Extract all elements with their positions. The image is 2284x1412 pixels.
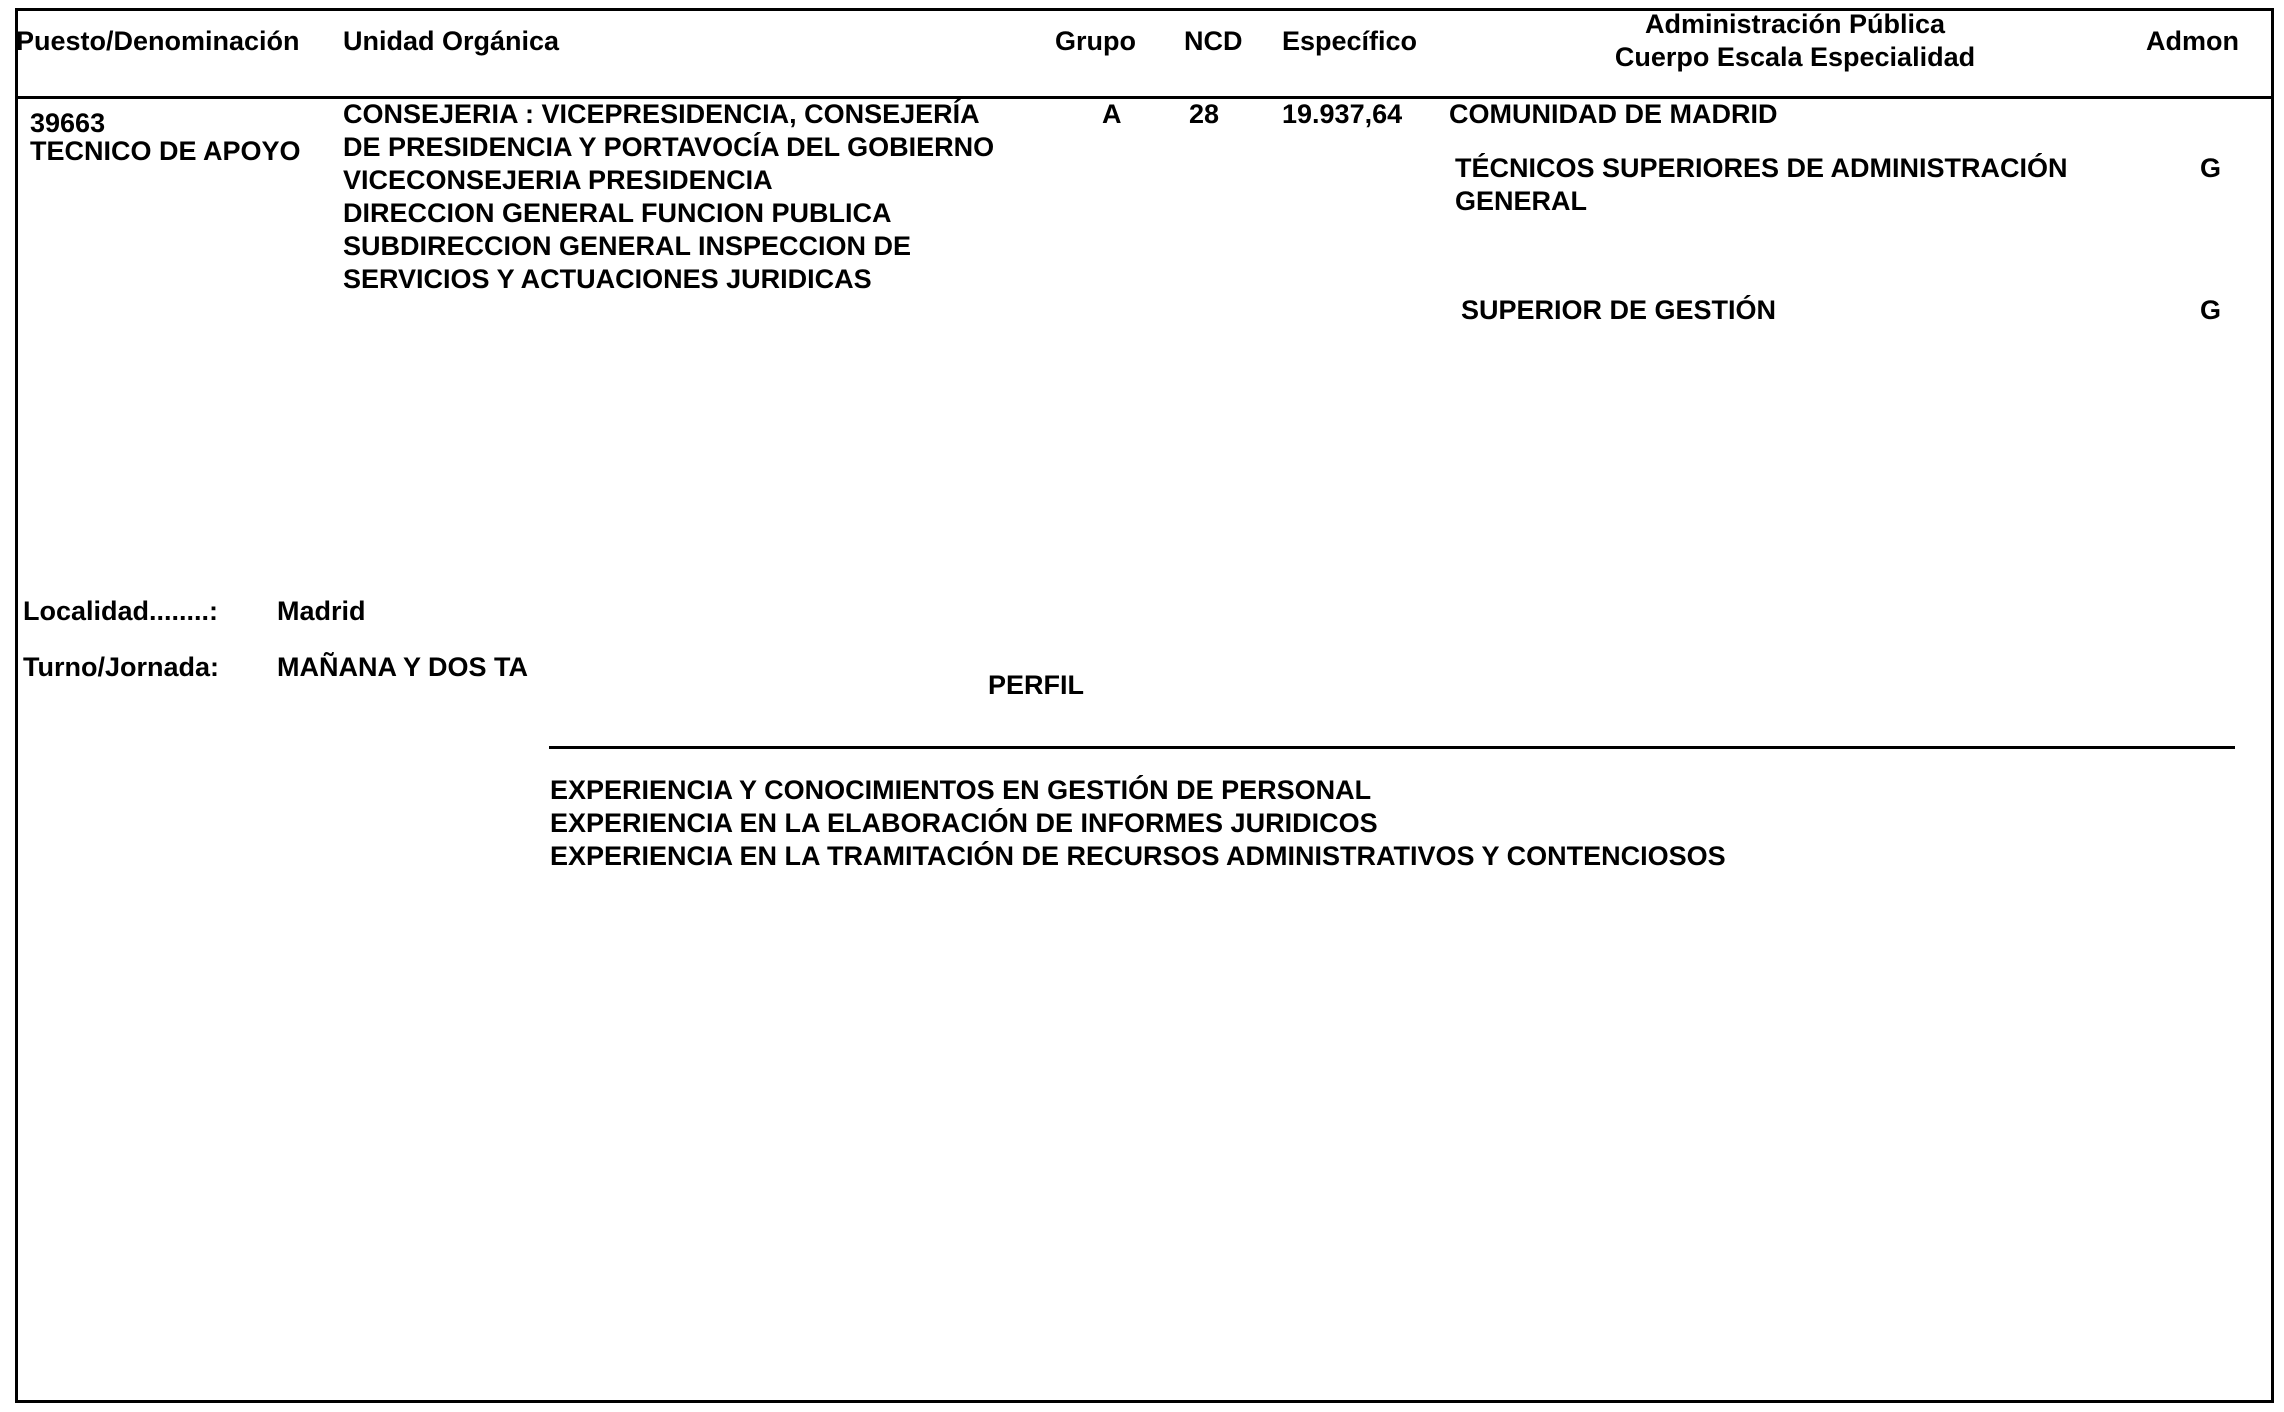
header-puesto: Puesto/Denominación [16,26,300,56]
cuerpo-1-admon: G [2200,153,2222,183]
header-grupo: Grupo [1055,26,1136,56]
perfil-lines [550,774,1726,873]
cuerpo-line: GENERAL [1455,186,1588,216]
perfil-line: EXPERIENCIA Y CONOCIMIENTOS EN GESTIÓN DE PERSONAL [550,775,1372,805]
perfil-line: EXPERIENCIA EN LA TRAMITACIÓN DE RECURSOS ADMINISTRATIVOS Y CONTENCIOSOS [550,841,1726,871]
record-ncd: 28 [1189,99,1220,129]
unidad-line: DIRECCION GENERAL FUNCION PUBLICA [343,198,892,228]
record-code: 39663 [30,108,106,138]
unidad-line: VICECONSEJERIA PRESIDENCIA [343,165,773,195]
unidad-line: CONSEJERIA : VICEPRESIDENCIA, CONSEJERÍA [343,99,980,129]
header-ncd: NCD [1184,26,1243,56]
cuerpo-line: TÉCNICOS SUPERIORES DE ADMINISTRACIÓN [1455,153,2068,183]
unidad-line: SERVICIOS Y ACTUACIONES JURIDICAS [343,264,872,294]
record-administracion: COMUNIDAD DE MADRID [1449,99,1778,129]
localidad-label: Localidad........: [23,596,219,626]
header-admon: Admon [2146,26,2239,56]
header-unidad: Unidad Orgánica [343,26,560,56]
record-especifico: 19.937,64 [1282,99,1403,129]
perfil-divider [549,746,2235,749]
cuerpo-2-admon: G [2200,295,2222,325]
header-admin-line1: Administración Pública [1644,9,1946,39]
record-grupo: A [1102,99,1122,129]
unidad-line: SUBDIRECCION GENERAL INSPECCION DE [343,231,912,261]
localidad-value: Madrid [277,596,366,626]
perfil-line: EXPERIENCIA EN LA ELABORACIÓN DE INFORMES JURIDICOS [550,808,1378,838]
cuerpo-2: SUPERIOR DE GESTIÓN [1461,295,1777,325]
record-unidad [343,98,994,296]
record-denominacion: TECNICO DE APOYO [30,136,301,166]
turno-value: MAÑANA Y DOS TA [277,652,529,682]
turno-label: Turno/Jornada: [23,652,220,682]
unidad-line: DE PRESIDENCIA Y PORTAVOCÍA DEL GOBIERNO [343,132,995,162]
cuerpo-1 [1455,152,2068,218]
perfil-title: PERFIL [988,670,1085,700]
header-admin-line2: Cuerpo Escala Especialidad [1614,42,1976,72]
header-especifico: Específico [1282,26,1418,56]
